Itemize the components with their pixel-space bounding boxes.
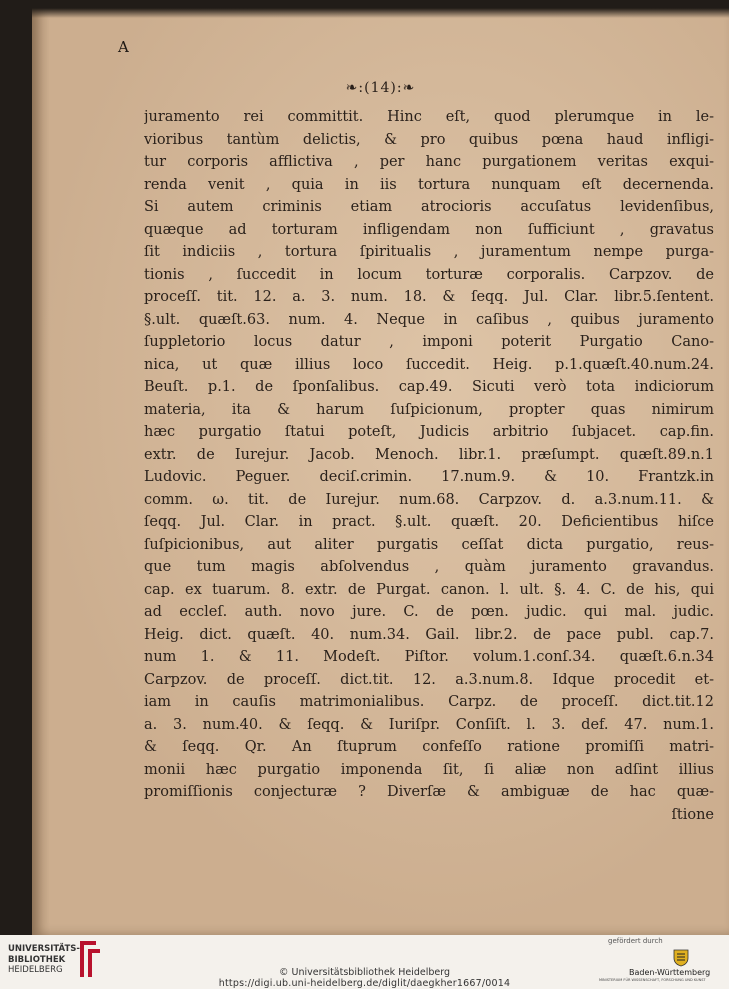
library-name-line-3: HEIDELBERG [8, 965, 63, 975]
text-line: vioribus tantùm delictis, & pro quibus pœna haud infligi- [144, 131, 714, 148]
corner-mark: A [118, 38, 129, 56]
text-line: §.ult. quæſt.63. num. 4. Neque in caſibus , quibus juramento [144, 311, 714, 328]
library-name-line-1: UNIVERSITÄTS- [8, 944, 80, 954]
text-line: ſuſpicionibus, aut aliter purgatis ceſſat dicta purgatio, reus- [144, 536, 714, 553]
text-line: promiſſionis conjecturæ ? Diverſæ & ambiguæ de hac quæ- [144, 784, 714, 800]
text-line: proceſſ. tit. 12. a. 3. num. 18. & ſeqq. Jul. Clar. libr.5.ſentent. [144, 289, 714, 305]
text-line: que tum magis abſolvendus , quàm juramento gravandus. [144, 559, 714, 575]
text-line: cap. ex tuarum. 8. extr. de Purgat. canon. l. ult. §. 4. C. de his, qui [144, 581, 714, 598]
footer [0, 935, 729, 989]
text-line: tur corporis afflictiva , per hanc purgationem veritas exqui- [144, 154, 714, 170]
text-line: Ludovic. Peguer. deciſ.crimin. 17.num.9. & 10. Frantzk.in [144, 469, 714, 485]
copyright-notice: © Universitätsbibliothek Heidelberg [278, 967, 450, 978]
text-line: comm. ω. tit. de Iurejur. num.68. Carpzov. d. a.3.num.11. & [144, 491, 714, 508]
library-name-line-2: BIBLIOTHEK [8, 954, 66, 965]
permalink-url[interactable]: https://digi.ub.uni-heidelberg.de/diglit/daegkher1667/0014 [218, 978, 511, 989]
text-line: Si autem criminis etiam atrocioris accuſatus levidenſibus, [144, 199, 714, 215]
body-text [144, 106, 714, 826]
text-line: renda venit , quia in iis tortura nunquam eſt decernenda. [144, 176, 714, 193]
text-line: monii hæc purgatio imponenda ſit, ſi aliæ non adſint illius [144, 761, 714, 778]
page-top-edge [32, 8, 729, 18]
text-line: ſtione [671, 806, 714, 823]
text-line: Heig. dict. quæſt. 40. num.34. Gail. libr.2. de pace publ. cap.7. [144, 626, 714, 643]
text-line: nica, ut quæ illius loco ſuccedit. Heig. p.1.quæſt.40.num.24. [144, 356, 714, 373]
text-line: ſuppletorio locus datur , imponi poterit Purgatio Cano- [144, 334, 714, 350]
text-line: iam in cauſis matrimonialibus. Carpz. de proceſſ. dict.tit.12 [144, 694, 714, 710]
funded-by-label: gefördert durch [608, 937, 663, 945]
text-line: tionis , ſuccedit in locum torturæ corporalis. Carpzov. de [144, 266, 714, 283]
baden-wuerttemberg-crest-icon[interactable] [671, 947, 691, 967]
text-line: num 1. & 11. Modeſt. Piſtor. volum.1.conſ.34. quæſt.6.n.34 [144, 649, 714, 665]
book-page [32, 8, 729, 935]
text-line: ad eccleſ. auth. novo jure. C. de pœn. judic. qui mal. judic. [144, 604, 714, 620]
text-line: juramento rei committit. Hinc eſt, quod plerumque in le- [144, 109, 714, 125]
text-line: quæque ad torturam infligendam non ſufficiunt , gravatus [144, 221, 714, 238]
text-line: extr. de Iurejur. Jacob. Menoch. libr.1. præſumpt. quæſt.89.n.1 [144, 446, 714, 463]
page-number: ❧:(14):❧ [345, 80, 416, 96]
text-line: ſit indiciis , tortura ſpiritualis , juramentum nempe purga- [144, 244, 714, 260]
text-line: hæc purgatio ſtatui poteſt, Judicis arbitrio ſubjacet. cap.fin. [144, 424, 714, 440]
text-line: & ſeqq. Qr. An ſtuprum confeſſo ratione promiſſi matri- [144, 739, 714, 755]
text-line: Carpzov. de proceſſ. dict.tit. 12. a.3.num.8. Idque procedit et- [144, 671, 714, 688]
sponsor-ministry: MINISTERIUM FÜR WISSENSCHAFT, FORSCHUNG UND KUNST [599, 978, 706, 982]
text-line: Beuſt. p.1. de ſponſalibus. cap.49. Sicuti verò tota indiciorum [144, 379, 714, 395]
text-line: ſeqq. Jul. Clar. in pract. §.ult. quæſt. 20. Deficientibus hiſce [144, 514, 714, 530]
sponsor-name: Baden-Württemberg [629, 968, 711, 977]
text-line: materia, ita & harum ſuſpicionum, propter quas nimirum [144, 401, 714, 418]
text-line: a. 3. num.40. & ſeqq. & Iuriſpr. Conſiſt. l. 3. def. 47. num.1. [144, 716, 714, 733]
